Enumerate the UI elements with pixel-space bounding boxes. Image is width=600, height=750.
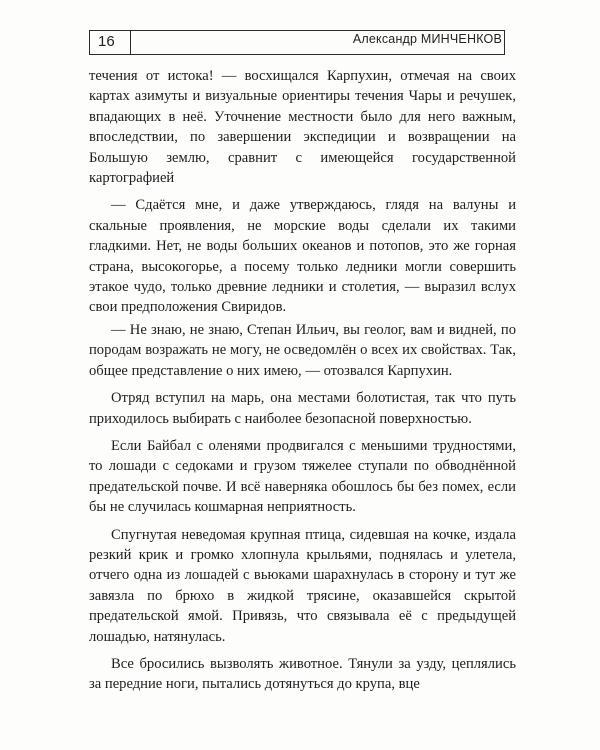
paragraph: Отряд вступил на марь, она местами болотистая, так что путь приходилось выбирать с наиболее безопасной поверхностью. [89,390,516,427]
paragraph: течения от истока! — восхищался Карпухин, отмечая на своих картах азимуты и визуальные ориентиры течения Чары и речушек, впадающих в неё. Уточнение местности было для него важным, впоследствии, по завершении экспедиции и возвращении на Большую землю, сравнит с имеющейся государственной картографией [89,68,516,187]
paragraph: — Не знаю, не знаю, Степан Ильич, вы геолог, вам и видней, по породам возражать не могу, не осведомлён о всех их свойствах. Так, общее представление о них имею, — отозвался Карпухин. [89,321,516,379]
paragraph: Если Байбал с оленями продвигался с меньшими трудностями, то лошади с седоками и грузом тяжелее ступали по обводнённой предательской почве. И всё наверняка обошлось бы без помех, если бы не случилась кошмарная неприятность. [89,437,516,516]
page-header [89,30,516,56]
paragraph: Все бросились вызволять животное. Тянули за узду, цеплялись за передние ноги, пытались дотянуться до крупа, вце [89,655,516,693]
paragraph: — Сдаётся мне, и даже утверждаюсь, глядя на валуны и скальные проявления, не морские воды сделали их такими гладкими. Нет, не воды больших океанов и потопов, это же горная страна, высокогорье, а посему только ледники могли совершить этакое чудо, только древние ледники и столетия, — выразил вслух свои предположения Свиридов. [89,197,516,316]
running-head: Александр МИНЧЕНКОВ [352,32,502,46]
body-text [89,66,516,702]
paragraph: Спугнутая неведомая крупная птица, сидевшая на кочке, издала резкий крик и громко хлопнула крыльями, поднялась и улетела, отчего одна из лошадей с вьюками шарахнулась в сторону и тут же завязла по брюхо в жидкой трясине, оказавшейся скрытой предательской ямой. Привязь, что связывала её с предыдущей лошадью, натянулась. [89,526,516,645]
header-rule [89,54,504,55]
page-number: 16 [98,33,115,50]
page-number-box [89,30,131,54]
